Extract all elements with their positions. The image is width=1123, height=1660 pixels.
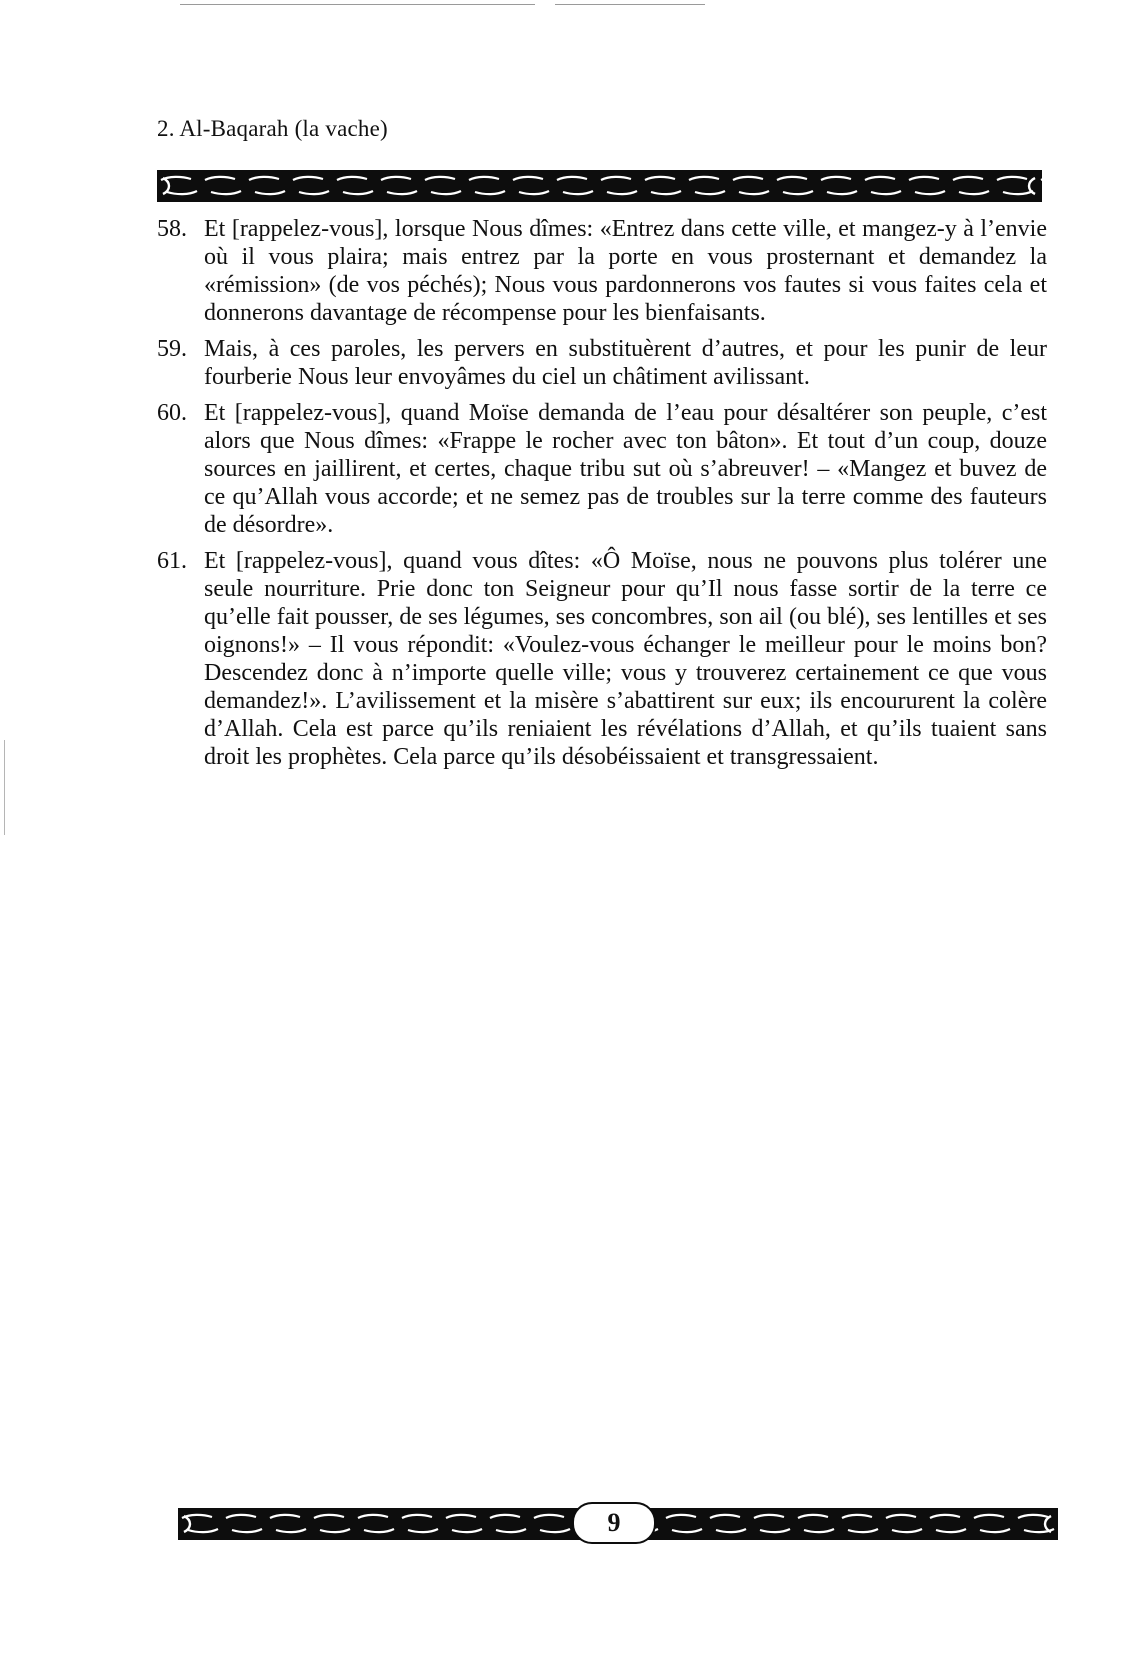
scan-margin-mark <box>4 740 5 835</box>
verse-58 <box>157 215 1047 327</box>
page-header: 2. Al-Baqarah (la vache) <box>157 116 388 141</box>
verse-60 <box>157 399 1047 539</box>
verse-text: Mais, à ces paroles, les pervers en substituèrent d’autres, et pour les punir de leur fourberie Nous leur envoyâmes du ciel un châtiment avilissant. <box>204 336 1047 390</box>
top-scan-rule-left <box>180 4 535 5</box>
verse-number: 58. <box>157 216 187 242</box>
verse-text: Et [rappelez-vous], quand Moïse demanda de l’eau pour désaltérer son peuple, c’est alors que Nous dîmes: «Frappe le rocher avec ton bâton». Et tout d’un coup, douze sources en jaillirent, et certes, chaque tribu sut où s’abreuver! – «Mangez et buvez de ce qu’Allah vous accorde; et ne semez pas de troubles sur la terre comme des fauteurs de désordre». <box>204 400 1047 538</box>
verse-text: Et [rappelez-vous], quand vous dîtes: «Ô Moïse, nous ne pouvons plus tolérer une seule nourriture. Prie donc ton Seigneur pour qu’Il nous fasse sortir de la terre ce qu’elle fait pousser, de ses légumes, ses concombres, son ail (ou blé), ses lentilles et ses oignons!» – Il vous répondit: «Voulez-vous échanger le meilleur pour le moins bon? Descendez donc à n’importe quelle ville; vous y trouverez certainement ce que vous demandez!». L’avilissement et la misère s’abattirent sur eux; ils encoururent la colère d’Allah. Cela est parce qu’ils reniaient les révélations d’Allah, et qu’ils tuaient sans droit les prophètes. Cela parce qu’ils désobéissaient et transgressaient. <box>204 548 1047 770</box>
top-ornament-band <box>157 170 1042 202</box>
verse-number: 59. <box>157 336 187 362</box>
verse-text: Et [rappelez-vous], lorsque Nous dîmes: «Entrez dans cette ville, et mangez-y à l’envie où il vous plaira; mais entrez par la porte en vous prosternant et demandez la «rémission» (de vos péchés); Nous vous pardonnerons vos fautes si vous faites cela et donnerons davantage de récompense pour les bienfaisants. <box>204 216 1047 326</box>
verse-61 <box>157 547 1047 771</box>
verse-number: 61. <box>157 548 187 574</box>
top-ornament-pattern <box>157 170 1042 202</box>
page-number-badge <box>572 1502 656 1544</box>
page-number: 9 <box>607 1508 621 1537</box>
verse-number: 60. <box>157 400 187 426</box>
verse-list <box>157 215 1047 779</box>
top-scan-rule-right <box>555 4 705 5</box>
verse-59 <box>157 335 1047 391</box>
